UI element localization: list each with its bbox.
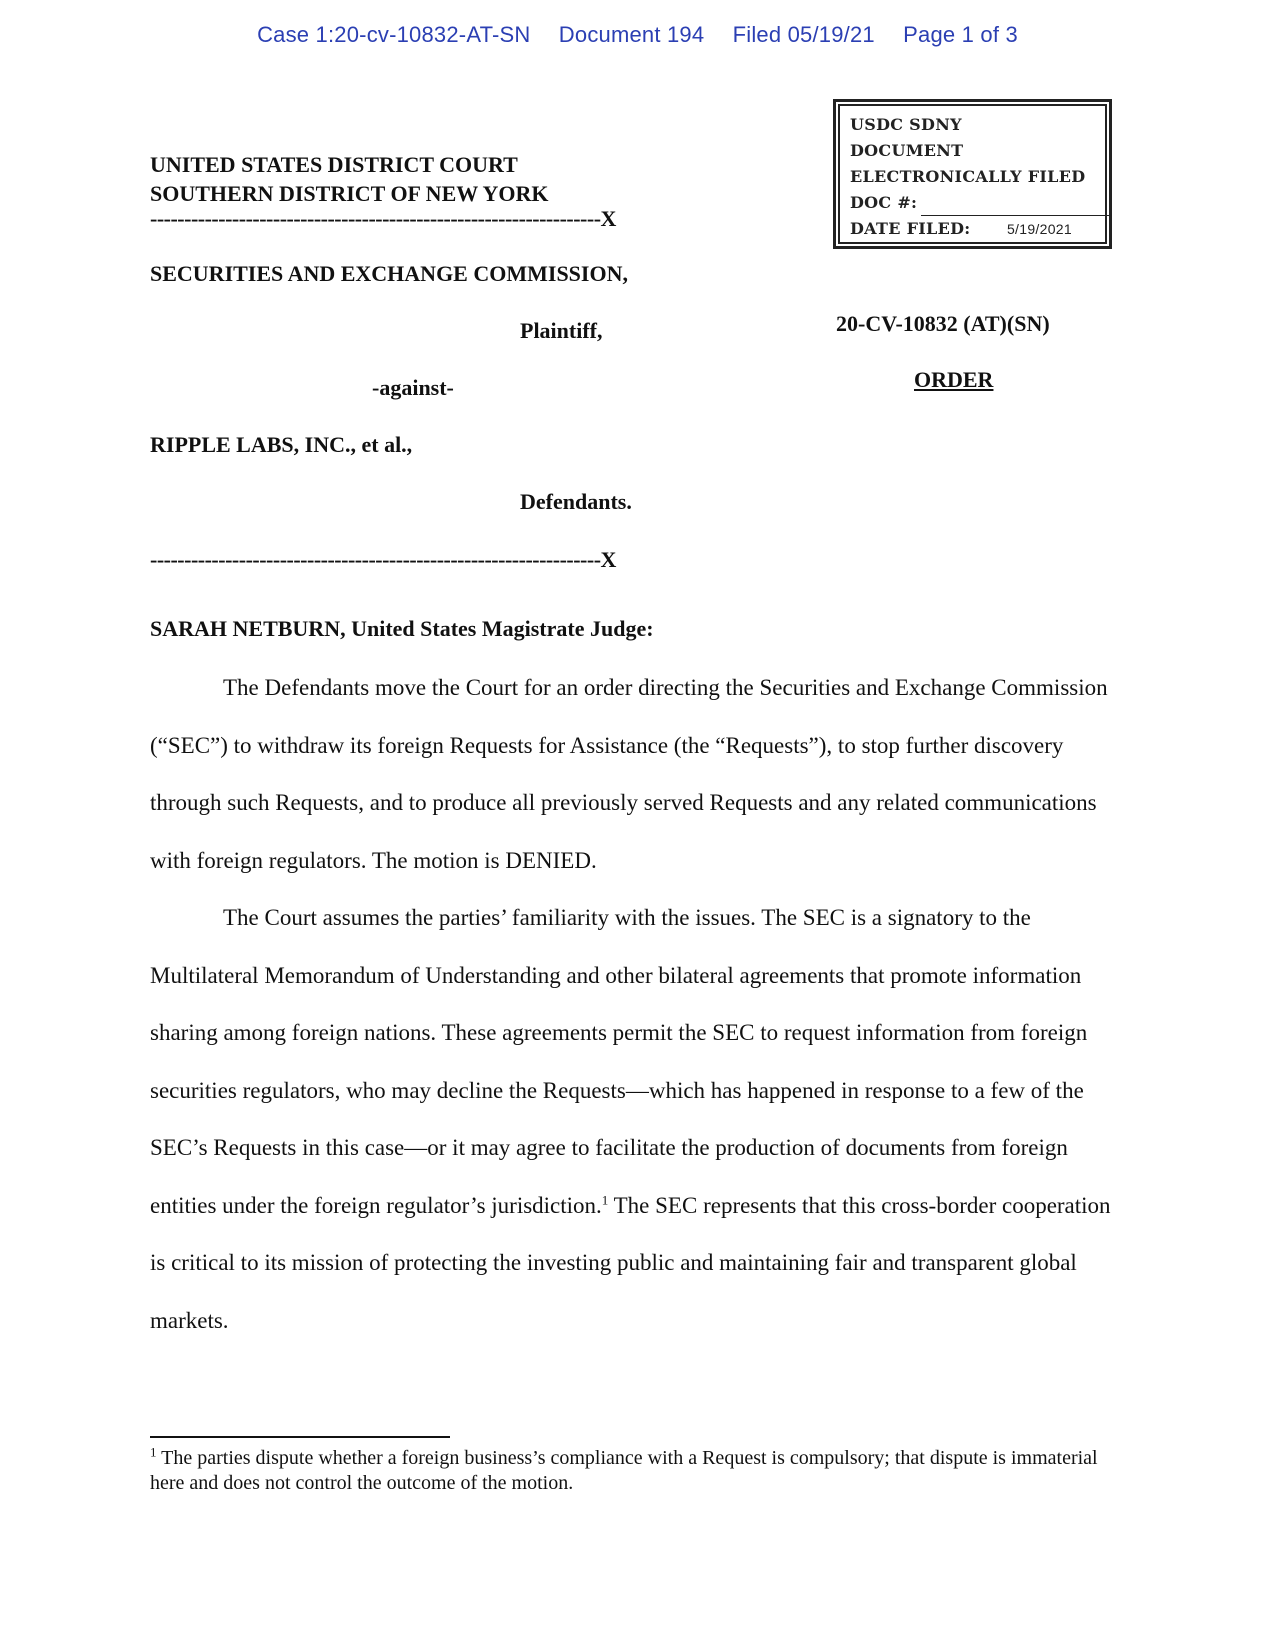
footnote-separator <box>150 1436 450 1438</box>
stamp-line-usdc: USDC SDNY <box>850 115 962 134</box>
paragraph-2-text-a: The Court assumes the parties’ familiarity with the issues. The SEC is a signatory to the Multilateral Memorandum of Understanding and other bilateral agreements that promote information sharing among foreign nations. These agreements permit the SEC to request information from foreign securities regulators, who may decline the Requests—which has happened in response to a few of the SEC’s Requests in this case—or it may agree to facilitate the production of documents from foreign entities under the foreign regulator’s jurisdiction. <box>150 905 1088 1218</box>
defendant-name: RIPPLE LABS, INC., et al., <box>150 432 413 457</box>
court-line-2: SOUTHERN DISTRICT OF NEW YORK <box>150 181 549 206</box>
ecf-header <box>0 22 1275 48</box>
document-number-header: Document 194 <box>558 22 705 47</box>
stamp-date-filed <box>850 216 1099 243</box>
stamp-date-label: DATE FILED: <box>850 219 971 238</box>
stamp-doc-number <box>850 190 1099 216</box>
stamp-date-value: 5/19/2021 <box>974 216 1104 243</box>
usdc-filing-stamp <box>833 99 1112 249</box>
plaintiff-name: SECURITIES AND EXCHANGE COMMISSION, <box>150 261 628 286</box>
court-line-1: UNITED STATES DISTRICT COURT <box>150 152 518 177</box>
paragraph-2 <box>150 889 1120 1349</box>
order-title: ORDER <box>914 367 994 392</box>
caption-divider-top: ------------------------------------------------------------------X <box>150 206 616 231</box>
against-label: -against- <box>372 375 454 400</box>
stamp-line-electronically-filed: ELECTRONICALLY FILED <box>850 167 1086 186</box>
paragraph-1: The Defendants move the Court for an order directing the Securities and Exchange Commission (“SEC”) to withdraw its foreign Requests for Assistance (the “Requests”), to stop further discovery through such Requests, and to produce all previously served Requests and any related communications with foreign regulators. The motion is DENIED. <box>150 675 1108 873</box>
stamp-doc-label: DOC #: <box>850 193 918 212</box>
footnote-mark: 1 <box>150 1444 157 1460</box>
plaintiff-role: Plaintiff, <box>520 318 603 343</box>
filed-date-header: Filed 05/19/21 <box>732 22 875 47</box>
paragraph-2-text-b: The SEC represents that this cross-border cooperation is critical to its mission of protecting the investing public and maintaining fair and transparent global markets. <box>150 1192 1111 1333</box>
footnote-text: The parties dispute whether a foreign business’s compliance with a Request is compulsory; that dispute is immaterial here and does not control the outcome of the motion. <box>150 1447 1098 1494</box>
defendant-role: Defendants. <box>520 489 632 514</box>
footnote-reference-1: 1 <box>601 1191 609 1207</box>
court-name <box>150 150 549 208</box>
docket-number: 20-CV-10832 (AT)(SN) <box>836 311 1050 336</box>
order-body <box>150 659 1120 1349</box>
caption-divider-bottom: ------------------------------------------------------------------X <box>150 547 616 572</box>
page-number-header: Page 1 of 3 <box>903 22 1018 47</box>
case-number-header: Case 1:20-cv-10832-AT-SN <box>257 22 531 47</box>
stamp-doc-blank <box>921 197 1111 216</box>
stamp-line-document: DOCUMENT <box>850 141 964 160</box>
judge-line: SARAH NETBURN, United States Magistrate Judge: <box>150 616 654 641</box>
footnote-1 <box>150 1446 1120 1496</box>
